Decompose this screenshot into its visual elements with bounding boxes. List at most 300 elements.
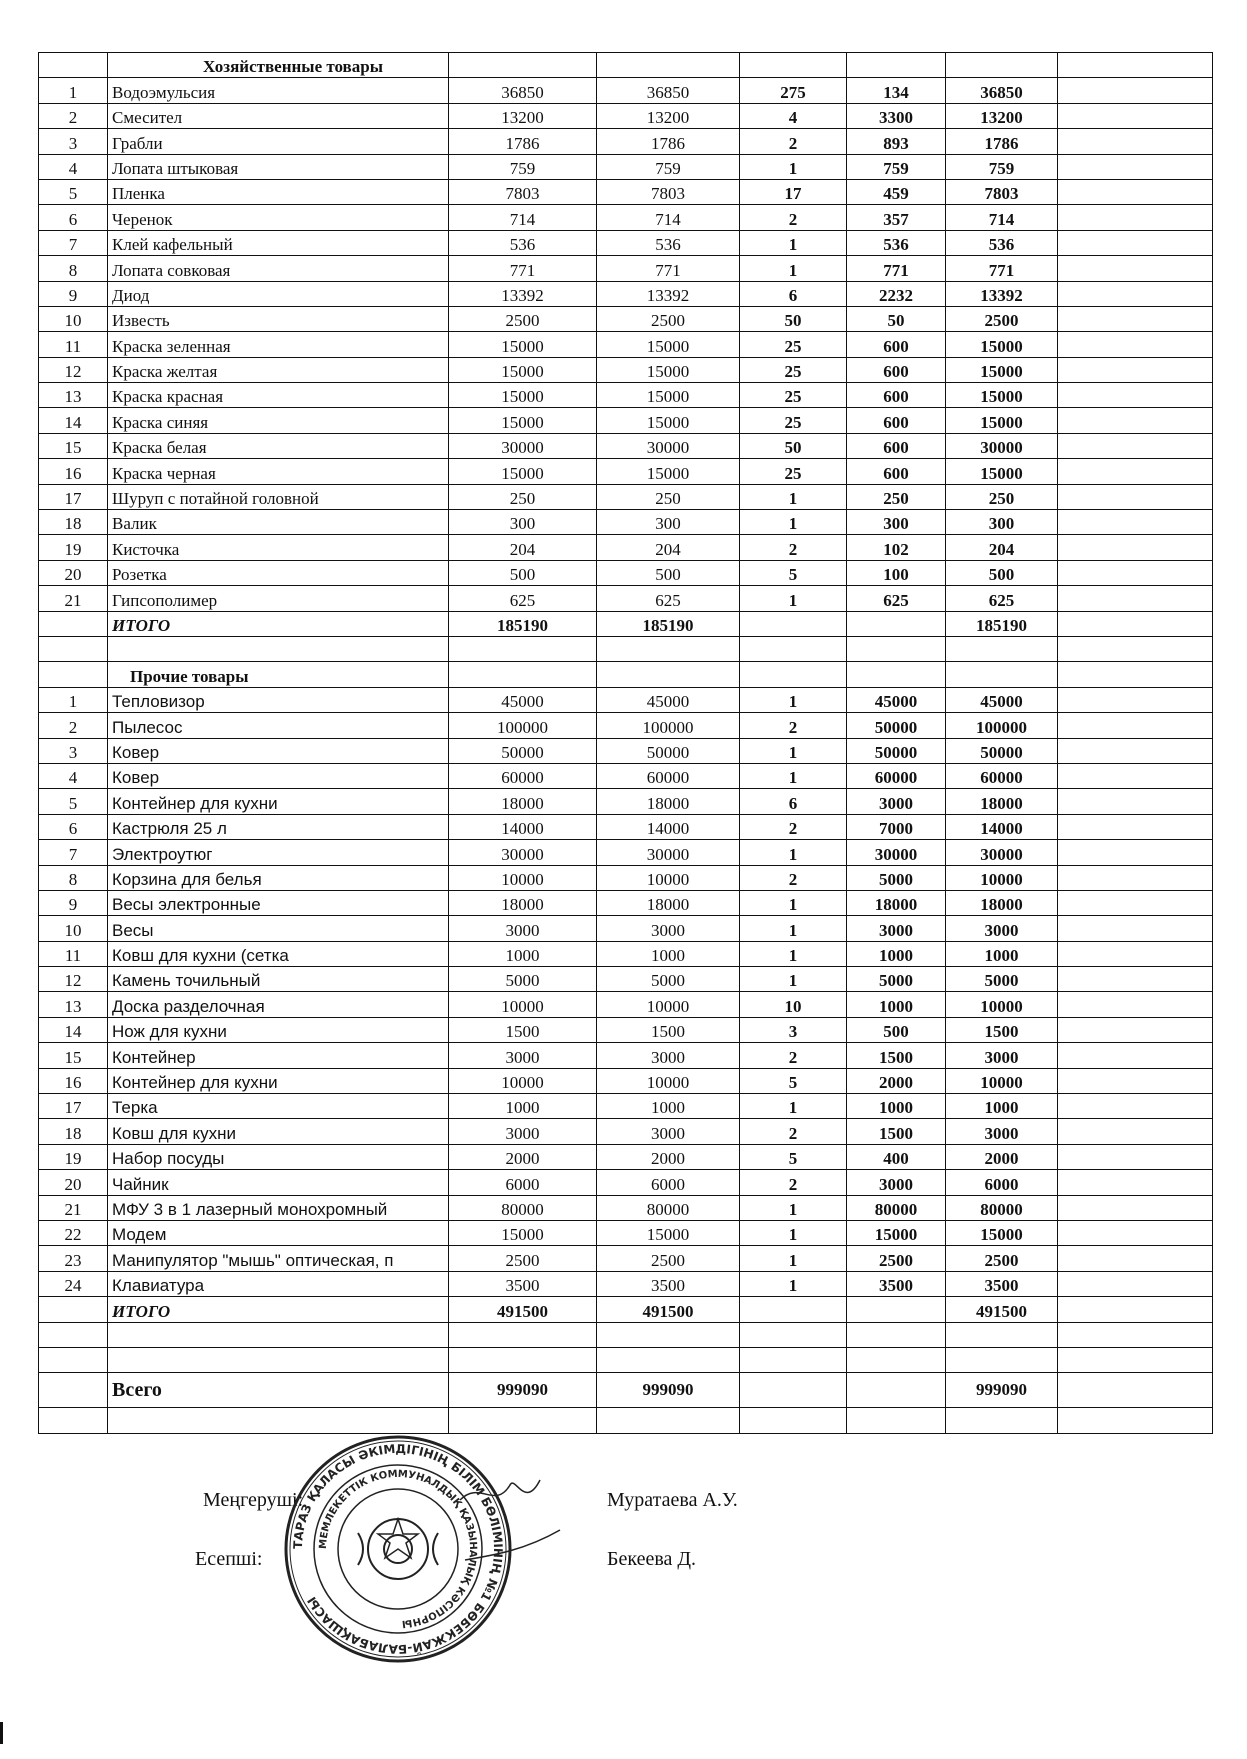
empty-cell: [1058, 1144, 1213, 1169]
price-cell: 459: [847, 179, 946, 204]
empty-cell: [1058, 1322, 1213, 1347]
row-number: 2: [39, 103, 108, 128]
table-row: [39, 179, 1213, 204]
row-number: 2: [39, 713, 108, 738]
seal-inner-text: МЕМЛЕКЕТТІК КОММУНАЛДЫҚ ҚАЗЫНАЛЫҚ КӘСІПОРНЫ: [317, 1468, 479, 1630]
price-cell: 600: [847, 383, 946, 408]
value-cell: 15000: [597, 408, 740, 433]
empty-cell: [1058, 586, 1213, 611]
value-cell: 30000: [597, 840, 740, 865]
empty-cell: [946, 1322, 1058, 1347]
amount-cell: 10000: [946, 992, 1058, 1017]
value-cell: 10000: [597, 865, 740, 890]
table-row: [39, 1068, 1213, 1093]
quantity-cell: 1: [740, 763, 847, 788]
item-name: Тепловизор: [108, 687, 449, 712]
item-name: Клавиатура: [108, 1271, 449, 1296]
empty-cell: [1058, 129, 1213, 154]
price-cell: 759: [847, 154, 946, 179]
value-cell: 1500: [449, 1017, 597, 1042]
value-cell: 3000: [597, 1119, 740, 1144]
empty-cell: [1058, 1195, 1213, 1220]
empty-cell: [1058, 560, 1213, 585]
empty-cell: [946, 1408, 1058, 1433]
quantity-cell: 1: [740, 1195, 847, 1220]
empty-cell: [1058, 459, 1213, 484]
empty-cell: [1058, 535, 1213, 560]
empty-cell: [1058, 1246, 1213, 1271]
quantity-cell: 5: [740, 560, 847, 585]
section-title: Хозяйственные товары: [108, 53, 449, 78]
empty-cell: [1058, 53, 1213, 78]
empty-cell: [1058, 941, 1213, 966]
item-name: Набор посуды: [108, 1144, 449, 1169]
row-number: 7: [39, 840, 108, 865]
row-number: 11: [39, 941, 108, 966]
table-row: [39, 967, 1213, 992]
table-row: [39, 230, 1213, 255]
item-name: Модем: [108, 1220, 449, 1245]
amount-cell: 45000: [946, 687, 1058, 712]
empty-cell: [1058, 738, 1213, 763]
empty-cell: [1058, 230, 1213, 255]
quantity-cell: 4: [740, 103, 847, 128]
empty-cell: [39, 1322, 108, 1347]
total-value: 185190: [597, 611, 740, 636]
row-number: 12: [39, 967, 108, 992]
amount-cell: 15000: [946, 332, 1058, 357]
quantity-cell: 1: [740, 256, 847, 281]
price-cell: 102: [847, 535, 946, 560]
table-row: [39, 433, 1213, 458]
amount-cell: 5000: [946, 967, 1058, 992]
value-cell: 3000: [449, 1043, 597, 1068]
amount-cell: 2500: [946, 1246, 1058, 1271]
value-cell: 500: [449, 560, 597, 585]
quantity-cell: 1: [740, 916, 847, 941]
empty-cell: [597, 1408, 740, 1433]
quantity-cell: 275: [740, 78, 847, 103]
value-cell: 80000: [449, 1195, 597, 1220]
quantity-cell: 1: [740, 484, 847, 509]
empty-cell: [1058, 713, 1213, 738]
table-row: [39, 992, 1213, 1017]
value-cell: 10000: [449, 865, 597, 890]
row-number: 19: [39, 1144, 108, 1169]
item-name: Валик: [108, 510, 449, 535]
handwritten-signature: [455, 1470, 565, 1570]
value-cell: 5000: [449, 967, 597, 992]
empty-cell: [108, 636, 449, 661]
quantity-cell: 25: [740, 459, 847, 484]
row-number: 14: [39, 1017, 108, 1042]
amount-cell: 18000: [946, 890, 1058, 915]
empty-cell: [740, 662, 847, 687]
quantity-cell: 1: [740, 1220, 847, 1245]
quantity-cell: 25: [740, 332, 847, 357]
row-number: 5: [39, 179, 108, 204]
amount-cell: 10000: [946, 1068, 1058, 1093]
amount-cell: 30000: [946, 840, 1058, 865]
grand-total-value: 999090: [449, 1373, 597, 1408]
table-row: [39, 763, 1213, 788]
total-label: ИТОГО: [108, 1297, 449, 1322]
quantity-cell: 2: [740, 865, 847, 890]
table-row: [39, 1170, 1213, 1195]
price-cell: 1500: [847, 1119, 946, 1144]
empty-cell: [847, 1373, 946, 1408]
row-number: 3: [39, 129, 108, 154]
empty-cell: [1058, 1373, 1213, 1408]
amount-cell: 36850: [946, 78, 1058, 103]
row-number: 14: [39, 408, 108, 433]
seal-emblem: [358, 1519, 438, 1579]
amount-cell: 2500: [946, 306, 1058, 331]
value-cell: 250: [597, 484, 740, 509]
value-cell: 14000: [449, 814, 597, 839]
spacer-row: [39, 1347, 1213, 1372]
value-cell: 15000: [597, 332, 740, 357]
amount-cell: 6000: [946, 1170, 1058, 1195]
value-cell: 15000: [597, 459, 740, 484]
value-cell: 536: [449, 230, 597, 255]
empty-cell: [1058, 510, 1213, 535]
value-cell: 771: [449, 256, 597, 281]
empty-cell: [847, 636, 946, 661]
empty-cell: [847, 1347, 946, 1372]
empty-cell: [1058, 1094, 1213, 1119]
item-name: МФУ 3 в 1 лазерный монохромный: [108, 1195, 449, 1220]
value-cell: 15000: [597, 1220, 740, 1245]
quantity-cell: 17: [740, 179, 847, 204]
value-cell: 18000: [449, 890, 597, 915]
item-name: Черенок: [108, 205, 449, 230]
quantity-cell: 1: [740, 1271, 847, 1296]
empty-cell: [108, 1322, 449, 1347]
item-name: Ковш для кухни: [108, 1119, 449, 1144]
amount-cell: 15000: [946, 357, 1058, 382]
value-cell: 10000: [449, 992, 597, 1017]
table-row: [39, 256, 1213, 281]
empty-cell: [740, 1373, 847, 1408]
item-name: Доска разделочная: [108, 992, 449, 1017]
value-cell: 45000: [597, 687, 740, 712]
section-header: [39, 53, 1213, 78]
value-cell: 500: [597, 560, 740, 585]
row-number: 1: [39, 78, 108, 103]
row-number: 6: [39, 814, 108, 839]
price-cell: 134: [847, 78, 946, 103]
quantity-cell: 1: [740, 840, 847, 865]
empty-cell: [1058, 1220, 1213, 1245]
amount-cell: 14000: [946, 814, 1058, 839]
value-cell: 7803: [449, 179, 597, 204]
quantity-cell: 25: [740, 408, 847, 433]
value-cell: 15000: [449, 459, 597, 484]
value-cell: 204: [449, 535, 597, 560]
head-label: Меңгеруші:: [203, 1489, 304, 1511]
price-cell: 3000: [847, 916, 946, 941]
row-number: 10: [39, 306, 108, 331]
item-name: Весы: [108, 916, 449, 941]
item-name: Краска зеленная: [108, 332, 449, 357]
empty-cell: [597, 662, 740, 687]
grand-total-value: 999090: [946, 1373, 1058, 1408]
amount-cell: 15000: [946, 383, 1058, 408]
accountant-label: Есепші:: [195, 1548, 263, 1570]
quantity-cell: 2: [740, 713, 847, 738]
empty-cell: [449, 1408, 597, 1433]
value-cell: 1000: [597, 1094, 740, 1119]
item-name: Краска черная: [108, 459, 449, 484]
value-cell: 1000: [449, 1094, 597, 1119]
item-name: Смесител: [108, 103, 449, 128]
amount-cell: 3000: [946, 916, 1058, 941]
value-cell: 714: [449, 205, 597, 230]
item-name: Краска желтая: [108, 357, 449, 382]
empty-cell: [39, 662, 108, 687]
quantity-cell: 2: [740, 1170, 847, 1195]
quantity-cell: 6: [740, 281, 847, 306]
value-cell: 15000: [449, 332, 597, 357]
row-number: 9: [39, 281, 108, 306]
table-row: [39, 281, 1213, 306]
item-name: Ковер: [108, 763, 449, 788]
price-cell: 1000: [847, 941, 946, 966]
empty-cell: [108, 1347, 449, 1372]
empty-cell: [1058, 433, 1213, 458]
table-row: [39, 713, 1213, 738]
price-cell: 3000: [847, 789, 946, 814]
quantity-cell: 2: [740, 814, 847, 839]
seal-outer-text: ТАРАЗ ҚАЛАСЫ ӘКІМДІГІНІҢ БІЛІМ БӨЛІМІНІҢ №1 БӨБЕКЖАЙ-БАЛАБАҚШАСЫ: [290, 1441, 506, 1657]
value-cell: 1000: [449, 941, 597, 966]
price-cell: 15000: [847, 1220, 946, 1245]
price-cell: 600: [847, 332, 946, 357]
value-cell: 1786: [449, 129, 597, 154]
value-cell: 3000: [597, 1043, 740, 1068]
price-cell: 500: [847, 1017, 946, 1042]
row-number: 12: [39, 357, 108, 382]
total-value: 185190: [449, 611, 597, 636]
total-value: 491500: [597, 1297, 740, 1322]
item-name: Краска красная: [108, 383, 449, 408]
value-cell: 15000: [597, 357, 740, 382]
empty-cell: [946, 636, 1058, 661]
value-cell: 2500: [597, 1246, 740, 1271]
row-number: 18: [39, 510, 108, 535]
table-row: [39, 484, 1213, 509]
row-number: 9: [39, 890, 108, 915]
price-cell: 3500: [847, 1271, 946, 1296]
quantity-cell: 1: [740, 890, 847, 915]
amount-cell: 1000: [946, 941, 1058, 966]
value-cell: 2000: [449, 1144, 597, 1169]
empty-cell: [39, 1347, 108, 1372]
amount-cell: 7803: [946, 179, 1058, 204]
empty-cell: [449, 636, 597, 661]
value-cell: 60000: [449, 763, 597, 788]
quantity-cell: 2: [740, 535, 847, 560]
value-cell: 10000: [597, 1068, 740, 1093]
empty-cell: [1058, 1408, 1213, 1433]
value-cell: 3000: [597, 916, 740, 941]
empty-cell: [1058, 1271, 1213, 1296]
empty-cell: [740, 1347, 847, 1372]
total-value: 185190: [946, 611, 1058, 636]
empty-cell: [1058, 1119, 1213, 1144]
row-number: 15: [39, 433, 108, 458]
row-number: 6: [39, 205, 108, 230]
price-cell: 400: [847, 1144, 946, 1169]
table-row: [39, 383, 1213, 408]
quantity-cell: 2: [740, 1119, 847, 1144]
empty-cell: [1058, 357, 1213, 382]
empty-cell: [39, 611, 108, 636]
table-row: [39, 129, 1213, 154]
empty-cell: [1058, 763, 1213, 788]
table-row: [39, 1043, 1213, 1068]
value-cell: 1500: [597, 1017, 740, 1042]
amount-cell: 1786: [946, 129, 1058, 154]
total-value: 491500: [449, 1297, 597, 1322]
item-name: Электроутюг: [108, 840, 449, 865]
quantity-cell: 25: [740, 383, 847, 408]
row-number: 16: [39, 1068, 108, 1093]
price-cell: 45000: [847, 687, 946, 712]
item-name: Корзина для белья: [108, 865, 449, 890]
section-total-row: [39, 1297, 1213, 1322]
empty-cell: [1058, 103, 1213, 128]
empty-cell: [847, 1322, 946, 1347]
empty-cell: [1058, 1347, 1213, 1372]
item-name: Терка: [108, 1094, 449, 1119]
empty-cell: [1058, 1170, 1213, 1195]
item-name: Розетка: [108, 560, 449, 585]
empty-cell: [740, 1408, 847, 1433]
value-cell: 60000: [597, 763, 740, 788]
empty-cell: [847, 1408, 946, 1433]
price-cell: 50: [847, 306, 946, 331]
item-name: Манипулятор "мышь" оптическая, п: [108, 1246, 449, 1271]
quantity-cell: 1: [740, 230, 847, 255]
price-cell: 2500: [847, 1246, 946, 1271]
amount-cell: 3500: [946, 1271, 1058, 1296]
section-title: Прочие товары: [108, 662, 449, 687]
price-cell: 5000: [847, 967, 946, 992]
price-cell: 357: [847, 205, 946, 230]
empty-cell: [39, 636, 108, 661]
empty-cell: [1058, 1043, 1213, 1068]
empty-cell: [597, 636, 740, 661]
price-cell: 536: [847, 230, 946, 255]
amount-cell: 15000: [946, 1220, 1058, 1245]
value-cell: 15000: [449, 408, 597, 433]
table-row: [39, 865, 1213, 890]
empty-cell: [1058, 383, 1213, 408]
table-row: [39, 1195, 1213, 1220]
value-cell: 100000: [597, 713, 740, 738]
table-row: [39, 1119, 1213, 1144]
item-name: Ковер: [108, 738, 449, 763]
table-row: [39, 1144, 1213, 1169]
price-cell: 80000: [847, 1195, 946, 1220]
value-cell: 6000: [449, 1170, 597, 1195]
price-cell: 30000: [847, 840, 946, 865]
amount-cell: 60000: [946, 763, 1058, 788]
table-row: [39, 1271, 1213, 1296]
item-name: Гипсополимер: [108, 586, 449, 611]
row-number: 13: [39, 992, 108, 1017]
empty-cell: [1058, 179, 1213, 204]
value-cell: 5000: [597, 967, 740, 992]
empty-cell: [39, 1297, 108, 1322]
value-cell: 13392: [597, 281, 740, 306]
table-row: [39, 840, 1213, 865]
value-cell: 3000: [449, 1119, 597, 1144]
empty-cell: [740, 1297, 847, 1322]
row-number: 22: [39, 1220, 108, 1245]
value-cell: 714: [597, 205, 740, 230]
value-cell: 6000: [597, 1170, 740, 1195]
row-number: 20: [39, 560, 108, 585]
table-row: [39, 916, 1213, 941]
amount-cell: 15000: [946, 459, 1058, 484]
value-cell: 13392: [449, 281, 597, 306]
quantity-cell: 1: [740, 738, 847, 763]
table-row: [39, 306, 1213, 331]
empty-cell: [1058, 611, 1213, 636]
amount-cell: 300: [946, 510, 1058, 535]
price-cell: 3300: [847, 103, 946, 128]
grand-total-value: 999090: [597, 1373, 740, 1408]
value-cell: 250: [449, 484, 597, 509]
price-cell: 600: [847, 357, 946, 382]
item-name: Весы электронные: [108, 890, 449, 915]
empty-cell: [39, 1373, 108, 1408]
row-number: 21: [39, 1195, 108, 1220]
value-cell: 625: [597, 586, 740, 611]
total-label: ИТОГО: [108, 611, 449, 636]
quantity-cell: 2: [740, 1043, 847, 1068]
value-cell: 18000: [449, 789, 597, 814]
row-number: 18: [39, 1119, 108, 1144]
value-cell: 2500: [449, 306, 597, 331]
value-cell: 771: [597, 256, 740, 281]
empty-cell: [740, 636, 847, 661]
quantity-cell: 5: [740, 1144, 847, 1169]
table-row: [39, 408, 1213, 433]
row-number: 11: [39, 332, 108, 357]
quantity-cell: 2: [740, 129, 847, 154]
value-cell: 10000: [449, 1068, 597, 1093]
quantity-cell: 1: [740, 586, 847, 611]
value-cell: 13200: [597, 103, 740, 128]
value-cell: 1786: [597, 129, 740, 154]
empty-cell: [449, 53, 597, 78]
item-name: Кисточка: [108, 535, 449, 560]
value-cell: 300: [597, 510, 740, 535]
value-cell: 30000: [597, 433, 740, 458]
quantity-cell: 1: [740, 967, 847, 992]
value-cell: 30000: [449, 840, 597, 865]
value-cell: 2500: [597, 306, 740, 331]
quantity-cell: 1: [740, 1094, 847, 1119]
price-cell: 5000: [847, 865, 946, 890]
empty-cell: [946, 662, 1058, 687]
empty-cell: [597, 1347, 740, 1372]
price-cell: 600: [847, 433, 946, 458]
